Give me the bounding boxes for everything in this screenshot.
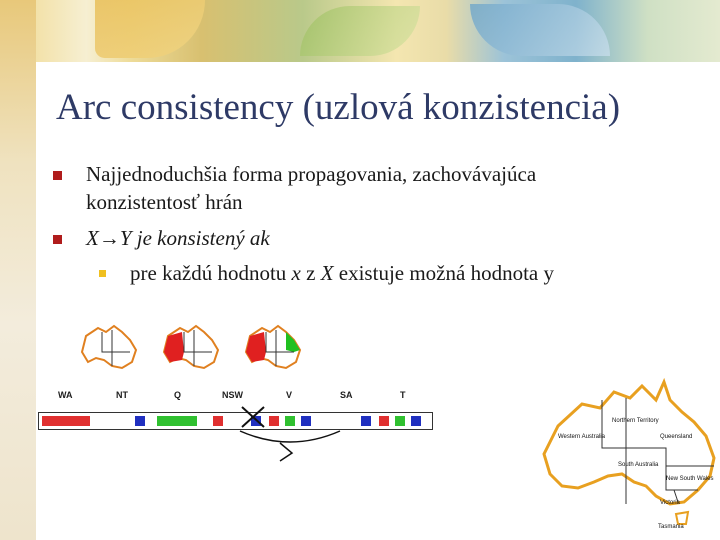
domain-cell-nsw-red: [213, 416, 223, 426]
bullet-2: [86, 224, 270, 252]
state-label-v: V: [286, 390, 293, 400]
state-label-q: Q: [174, 390, 182, 400]
australia-map-small-1: [78, 322, 140, 372]
state-label-nt: NT: [116, 390, 128, 400]
sub-bullet-marker: [99, 270, 106, 277]
state-label-nsw: NSW: [222, 390, 243, 400]
arrow-glyph: →: [98, 226, 120, 250]
map-label-victoria: Victoria: [660, 500, 680, 506]
bullet-1-line2: konzistentosť hrán: [86, 190, 243, 214]
map-label-south-australia: South Australia: [618, 462, 659, 468]
sub-bullet-var-x: x: [291, 261, 301, 285]
domain-cell-t-green: [395, 416, 405, 426]
state-label-t: T: [400, 390, 406, 400]
map-label-tasmania: Tasmania: [658, 524, 684, 530]
bullet-marker: [53, 171, 62, 180]
variable-x: X: [86, 226, 99, 250]
domain-cell-sa-blue: [361, 416, 371, 426]
domain-cell-t-red: [379, 416, 389, 426]
slide-title: Arc consistency (uzlová konzistencia): [56, 87, 621, 128]
sub-bullet: [130, 259, 554, 287]
map-label-northern-territory: Northern Territory: [612, 418, 659, 424]
decorative-left-strip: [0, 0, 36, 540]
sub-bullet-text: existuje možná hodnota y: [333, 261, 554, 285]
bullet-marker: [53, 235, 62, 244]
arc-arrow-diagram: [230, 405, 360, 465]
state-label-wa: WA: [58, 390, 73, 400]
domain-cell-nt-blue: [135, 416, 145, 426]
domain-cell-q-green: [157, 416, 197, 426]
sub-bullet-var-X: X: [320, 261, 334, 285]
domain-cell-t-blue: [411, 416, 421, 426]
australia-map-small-2: [160, 322, 222, 372]
australia-map-large: [538, 378, 720, 530]
variable-y-phrase: Y je konsistený ak: [119, 226, 270, 250]
sub-bullet-text: z: [300, 261, 321, 285]
domain-cell-wa-red: [42, 416, 90, 426]
bullet-1-line1: Najjednoduchšia forma propagovania, zachovávajúca: [86, 162, 537, 186]
bullet-1: [86, 160, 536, 216]
map-label-queensland: Queensland: [660, 434, 693, 440]
map-label-new-south-wales: New South Wales: [666, 476, 714, 482]
sub-bullet-text: pre každú hodnotu: [130, 261, 292, 285]
state-label-sa: SA: [340, 390, 353, 400]
australia-map-small-3: [242, 322, 304, 372]
map-label-western-australia: Western Australia: [558, 434, 605, 440]
